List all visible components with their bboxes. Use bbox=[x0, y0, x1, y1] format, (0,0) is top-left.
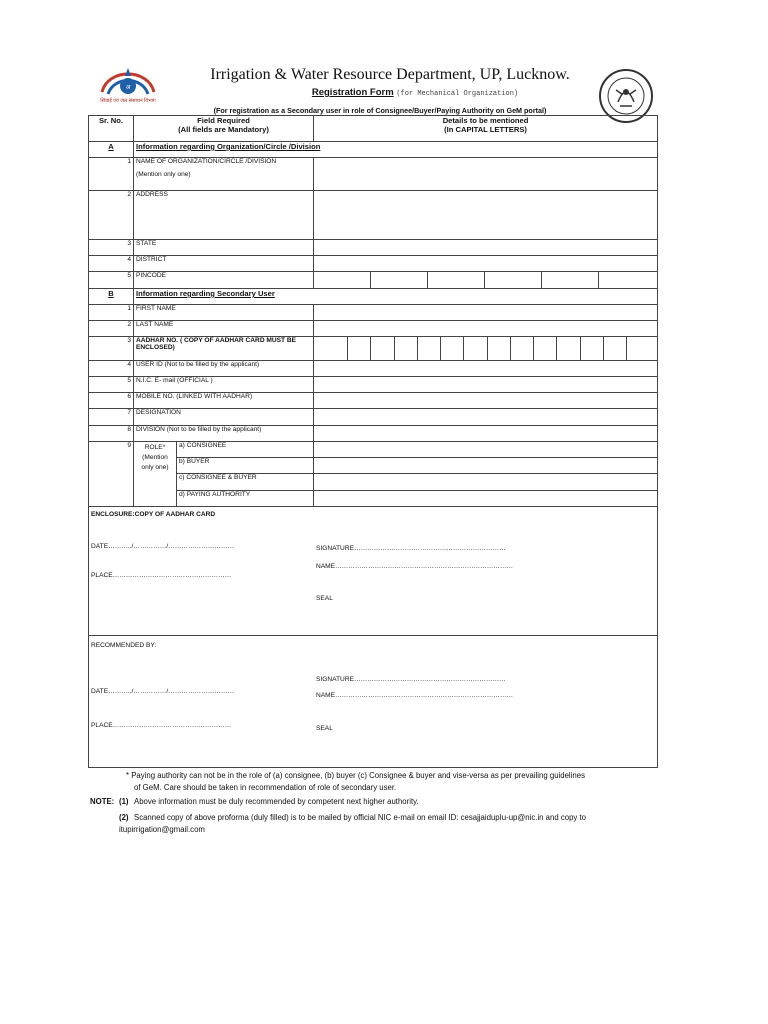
row-number: 1 bbox=[89, 305, 134, 321]
header-field-required bbox=[134, 116, 314, 142]
nic-email-field[interactable] bbox=[314, 377, 658, 393]
recommender-signature[interactable]: SIGNATURE…………………………………………………………… bbox=[316, 676, 506, 683]
row-number: 8 bbox=[89, 426, 134, 442]
role-option-paying-authority: d) PAYING AUTHORITY bbox=[177, 491, 314, 507]
field-label: N.I.C. E- mail (OFFICIAL ) bbox=[134, 377, 314, 393]
field-label: DESIGNATION bbox=[134, 409, 314, 426]
enclosure-place: PLACE……………………………………………… bbox=[91, 572, 232, 579]
field-label: AADHAR NO. ( COPY OF AADHAR CARD MUST BE ENCLOSED) bbox=[134, 337, 314, 361]
form-subtitle: (for Mechanical Organization) bbox=[396, 90, 519, 98]
section-b-letter: B bbox=[89, 289, 134, 305]
field-label: ADDRESS bbox=[134, 191, 314, 240]
note-2-text-line2[interactable]: itupirrigation@gmail.com bbox=[119, 825, 205, 834]
field-label: USER ID (Not to be filled by the applicant) bbox=[134, 361, 314, 377]
form-title bbox=[250, 87, 580, 98]
header-details bbox=[314, 116, 658, 142]
table-row bbox=[89, 321, 658, 337]
designation-field[interactable] bbox=[314, 409, 658, 426]
department-title: Irrigation & Water Resource Department, UP, Lucknow. bbox=[210, 66, 570, 83]
note-label: NOTE: bbox=[90, 797, 115, 806]
field-label bbox=[134, 158, 314, 191]
recommender-name[interactable]: NAME……………………………………………………………………… bbox=[316, 692, 514, 699]
table-row bbox=[89, 393, 658, 409]
registration-table bbox=[88, 115, 658, 768]
row-number: 3 bbox=[89, 337, 134, 361]
logo-caption: सिंचाई एवं जल संसाधन विभाग bbox=[100, 98, 156, 104]
row-number: 4 bbox=[89, 256, 134, 272]
header-details-line2: (In CAPITAL LETTERS) bbox=[444, 125, 527, 134]
table-row bbox=[89, 361, 658, 377]
field-label: DISTRICT bbox=[134, 256, 314, 272]
enclosure-block bbox=[89, 507, 658, 636]
header-field-line1: Field Required bbox=[197, 116, 250, 125]
section-a-letter: A bbox=[89, 142, 134, 158]
user-id-field[interactable] bbox=[314, 361, 658, 377]
section-b-title: Information regarding Secondary User bbox=[134, 289, 658, 305]
note-2-text-line1: Scanned copy of above proforma (duly filled) is to be mailed by official NIC e-mail on email ID: cesajjaidupIu-up@nic.in and copy to bbox=[134, 813, 586, 822]
role-consignee-buyer-field[interactable] bbox=[314, 474, 658, 491]
address-field[interactable] bbox=[314, 191, 658, 240]
last-name-field[interactable] bbox=[314, 321, 658, 337]
table-row bbox=[89, 377, 658, 393]
row-number: 2 bbox=[89, 321, 134, 337]
form-purpose-note: (For registration as a Secondary user in role of Consignee/Buyer/Paying Authority on GeM portal) bbox=[213, 106, 547, 115]
role-option-consignee-buyer: c) CONSIGNEE & BUYER bbox=[177, 474, 314, 491]
row-number: 4 bbox=[89, 361, 134, 377]
role-consignee-field[interactable] bbox=[314, 442, 658, 458]
row-number: 5 bbox=[89, 377, 134, 393]
note-1-number: (1) bbox=[119, 797, 129, 806]
note-2-number: (2) bbox=[119, 813, 129, 822]
registration-form-label: Registration Form bbox=[311, 87, 394, 98]
row-number: 7 bbox=[89, 409, 134, 426]
section-b-row bbox=[89, 289, 658, 305]
header-sr-no: Sr. No. bbox=[89, 116, 134, 142]
mobile-number-field[interactable] bbox=[314, 393, 658, 409]
svg-text:अ: अ bbox=[125, 84, 131, 91]
row-number: 2 bbox=[89, 191, 134, 240]
role-buyer-field[interactable] bbox=[314, 458, 658, 474]
row-number: 6 bbox=[89, 393, 134, 409]
header-details-line1: Details to be mentioned bbox=[442, 116, 529, 125]
state-field[interactable] bbox=[314, 240, 658, 256]
table-row bbox=[89, 337, 658, 361]
table-row bbox=[89, 240, 658, 256]
field-label-sub: (Mention only one) bbox=[136, 171, 191, 178]
field-label: PINCODE bbox=[134, 272, 314, 289]
recommended-title: RECOMMENDED BY: bbox=[91, 642, 157, 649]
table-row bbox=[89, 272, 658, 289]
department-logo bbox=[88, 62, 168, 110]
table-header-row bbox=[89, 116, 658, 142]
table-row bbox=[89, 305, 658, 321]
table-row bbox=[89, 191, 658, 240]
field-label-text: NAME OF ORGANIZATION/CIRCLE /DIVISION bbox=[136, 158, 277, 165]
applicant-seal: SEAL bbox=[316, 595, 333, 602]
role-paying-authority-field[interactable] bbox=[314, 491, 658, 507]
enclosure-title: ENCLOSURE:COPY OF AADHAR CARD bbox=[91, 511, 216, 518]
first-name-field[interactable] bbox=[314, 305, 658, 321]
table-row bbox=[89, 409, 658, 426]
section-a-row bbox=[89, 142, 658, 158]
field-label: STATE bbox=[134, 240, 314, 256]
role-option-buyer: b) BUYER bbox=[177, 458, 314, 474]
recommender-seal: SEAL bbox=[316, 725, 333, 732]
applicant-signature[interactable]: SIGNATURE…………………………………………………………… bbox=[316, 545, 506, 552]
row-number: 3 bbox=[89, 240, 134, 256]
table-row bbox=[89, 426, 658, 442]
table-row bbox=[89, 442, 658, 458]
division-field[interactable] bbox=[314, 426, 658, 442]
table-row bbox=[89, 256, 658, 272]
role-option-consignee: a) CONSIGNEE bbox=[177, 442, 314, 458]
header-field-line2: (All fields are Mandatory) bbox=[178, 125, 269, 134]
recommended-row bbox=[89, 636, 658, 768]
field-label: MOBILE NO. (LINKED WITH AADHAR) bbox=[134, 393, 314, 409]
row-number: 9 bbox=[89, 442, 134, 507]
field-label: LAST NAME bbox=[134, 321, 314, 337]
organization-name-field[interactable] bbox=[314, 158, 658, 191]
row-number: 5 bbox=[89, 272, 134, 289]
field-label: DIVISION (Not to be filled by the applicant) bbox=[134, 426, 314, 442]
role-label: ROLE* (Mention only one) bbox=[134, 442, 177, 507]
section-a-title: Information regarding Organization/Circle /Division bbox=[134, 142, 658, 158]
district-field[interactable] bbox=[314, 256, 658, 272]
row-number: 1 bbox=[89, 158, 134, 191]
table-row bbox=[89, 158, 658, 191]
applicant-name[interactable]: NAME……………………………………………………………………… bbox=[316, 563, 514, 570]
field-label: FIRST NAME bbox=[134, 305, 314, 321]
star-note-line1: * Paying authority can not be in the role of (a) consignee, (b) buyer (c) Consignee & buyer and vise-versa as per prevailing guidelines bbox=[126, 771, 585, 780]
recommended-place: PLACE……………………………………………… bbox=[91, 722, 232, 729]
note-1-text: Above information must be duly recommended by competent next higher authority. bbox=[134, 797, 419, 806]
enclosure-date: DATE………../……………/………………………… bbox=[91, 543, 235, 550]
enclosure-row bbox=[89, 507, 658, 636]
recommended-date: DATE………../……………/………………………… bbox=[91, 688, 235, 695]
recommended-block bbox=[89, 636, 658, 768]
pincode-boxes[interactable] bbox=[314, 272, 658, 289]
aadhar-number-boxes[interactable] bbox=[314, 337, 658, 361]
star-note-line2: of GeM. Care should be taken in recommendation of role of secondary user. bbox=[134, 783, 397, 792]
